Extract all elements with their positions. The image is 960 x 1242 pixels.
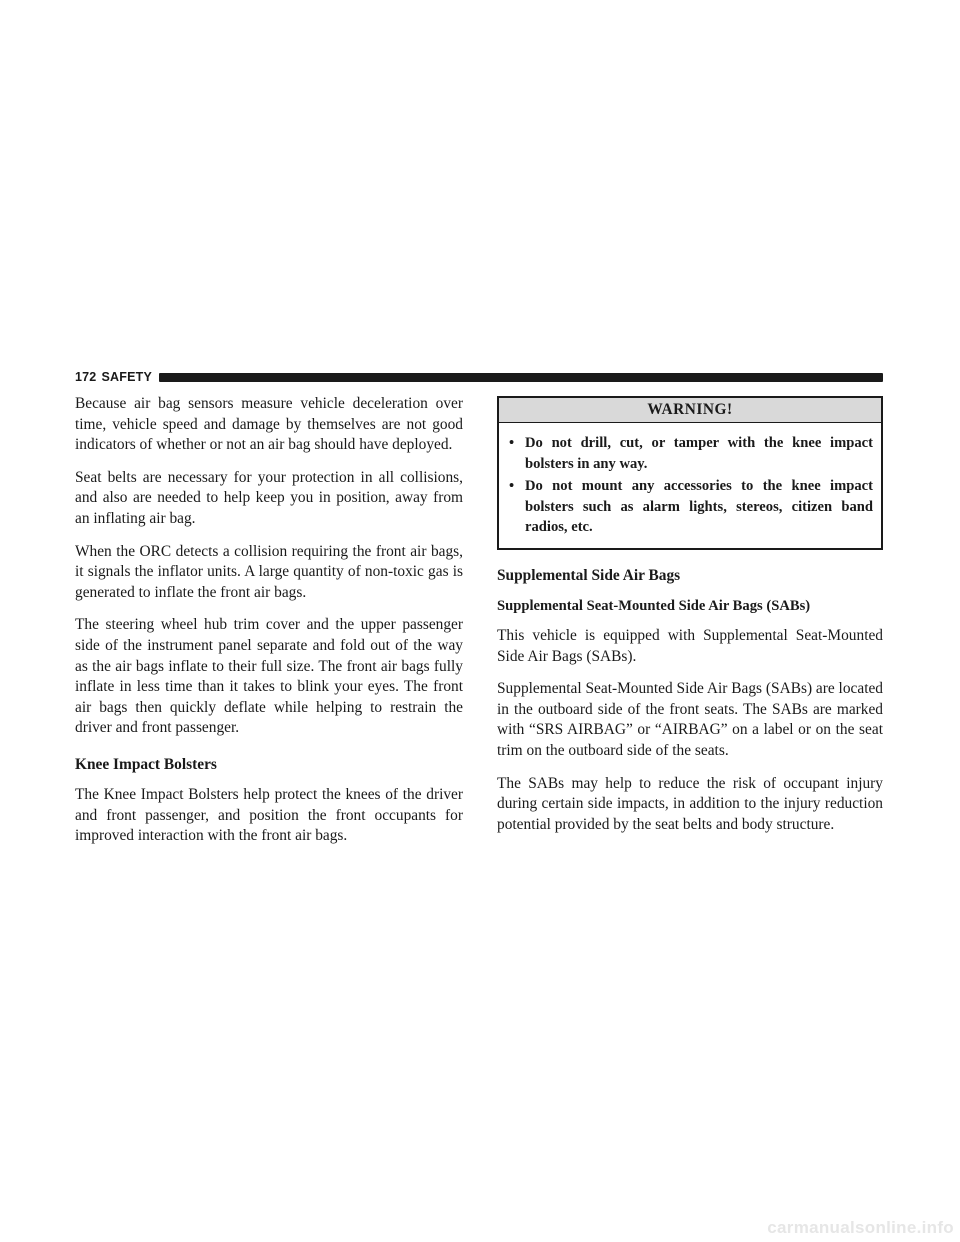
warning-item	[509, 433, 873, 474]
page-header	[75, 369, 883, 385]
warning-item	[509, 476, 873, 538]
section-title: SAFETY	[101, 370, 152, 384]
right-column	[497, 394, 883, 847]
warning-title: WARNING!	[499, 398, 881, 423]
header-rule	[159, 373, 883, 382]
paragraph-sensors: Because air bag sensors measure vehicle deceleration over time, vehicle speed and damage by themselves are not good indicators of whether or not an air bag should have deployed.	[75, 395, 463, 454]
subheading-sabs: Supplemental Seat-Mounted Side Air Bags (SABs)	[497, 597, 811, 614]
warning-item-text: Do not mount any accessories to the knee impact bolsters such as alarm lights, stereos, citizen band radios, etc.	[525, 478, 873, 536]
paragraph-knee-bolsters: The Knee Impact Bolsters help protect the knees of the driver and front passenger, and position the front occupants for improved interaction with the front air bags.	[75, 785, 463, 845]
bullet-icon: •	[509, 478, 515, 495]
heading-side-air-bags: Supplemental Side Air Bags	[497, 566, 681, 584]
paragraph-risk: The SABs may help to reduce the risk of occupant injury during certain side impacts, in addition to the injury reduction potential provided by the seat belts and body structure.	[497, 774, 883, 833]
paragraph-seat-belts: Seat belts are necessary for your protection in all collisions, and also are needed to help keep you in position, away from an inflating air bag.	[75, 468, 463, 527]
warning-box	[497, 396, 883, 550]
warning-list	[499, 423, 881, 548]
page-number: 172	[75, 370, 97, 384]
left-column	[75, 394, 463, 859]
paragraph-location: Supplemental Seat-Mounted Side Air Bags (SABs) are located in the outboard side of the front seats. The SABs are marked with “SRS AIRBAG” or “AIRBAG” on a label or on the seat trim on the outboard side of the seats.	[497, 680, 883, 759]
paragraph-orc: When the ORC detects a collision requiring the front air bags, it signals the inflator units. A large quantity of non-toxic gas is generated to inflate the front air bags.	[75, 542, 463, 601]
bullet-icon: •	[509, 435, 515, 451]
warning-item-text: Do not drill, cut, or tamper with the knee impact bolsters in any way.	[525, 435, 873, 472]
paragraph-trim-cover: The steering wheel hub trim cover and the upper passenger side of the instrument panel separate and fold out of the way as the air bags inflate to their full size. The front air bags fully inflate in less time than it takes to blink your eyes. The front air bags then quickly deflate while helping to restrain the driver and front passenger.	[75, 616, 463, 737]
paragraph-equipped: This vehicle is equipped with Supplemental Seat-Mounted Side Air Bags (SABs).	[497, 626, 883, 665]
heading-knee-bolsters: Knee Impact Bolsters	[75, 755, 217, 773]
watermark: carmanualsonline.info	[767, 1218, 954, 1237]
